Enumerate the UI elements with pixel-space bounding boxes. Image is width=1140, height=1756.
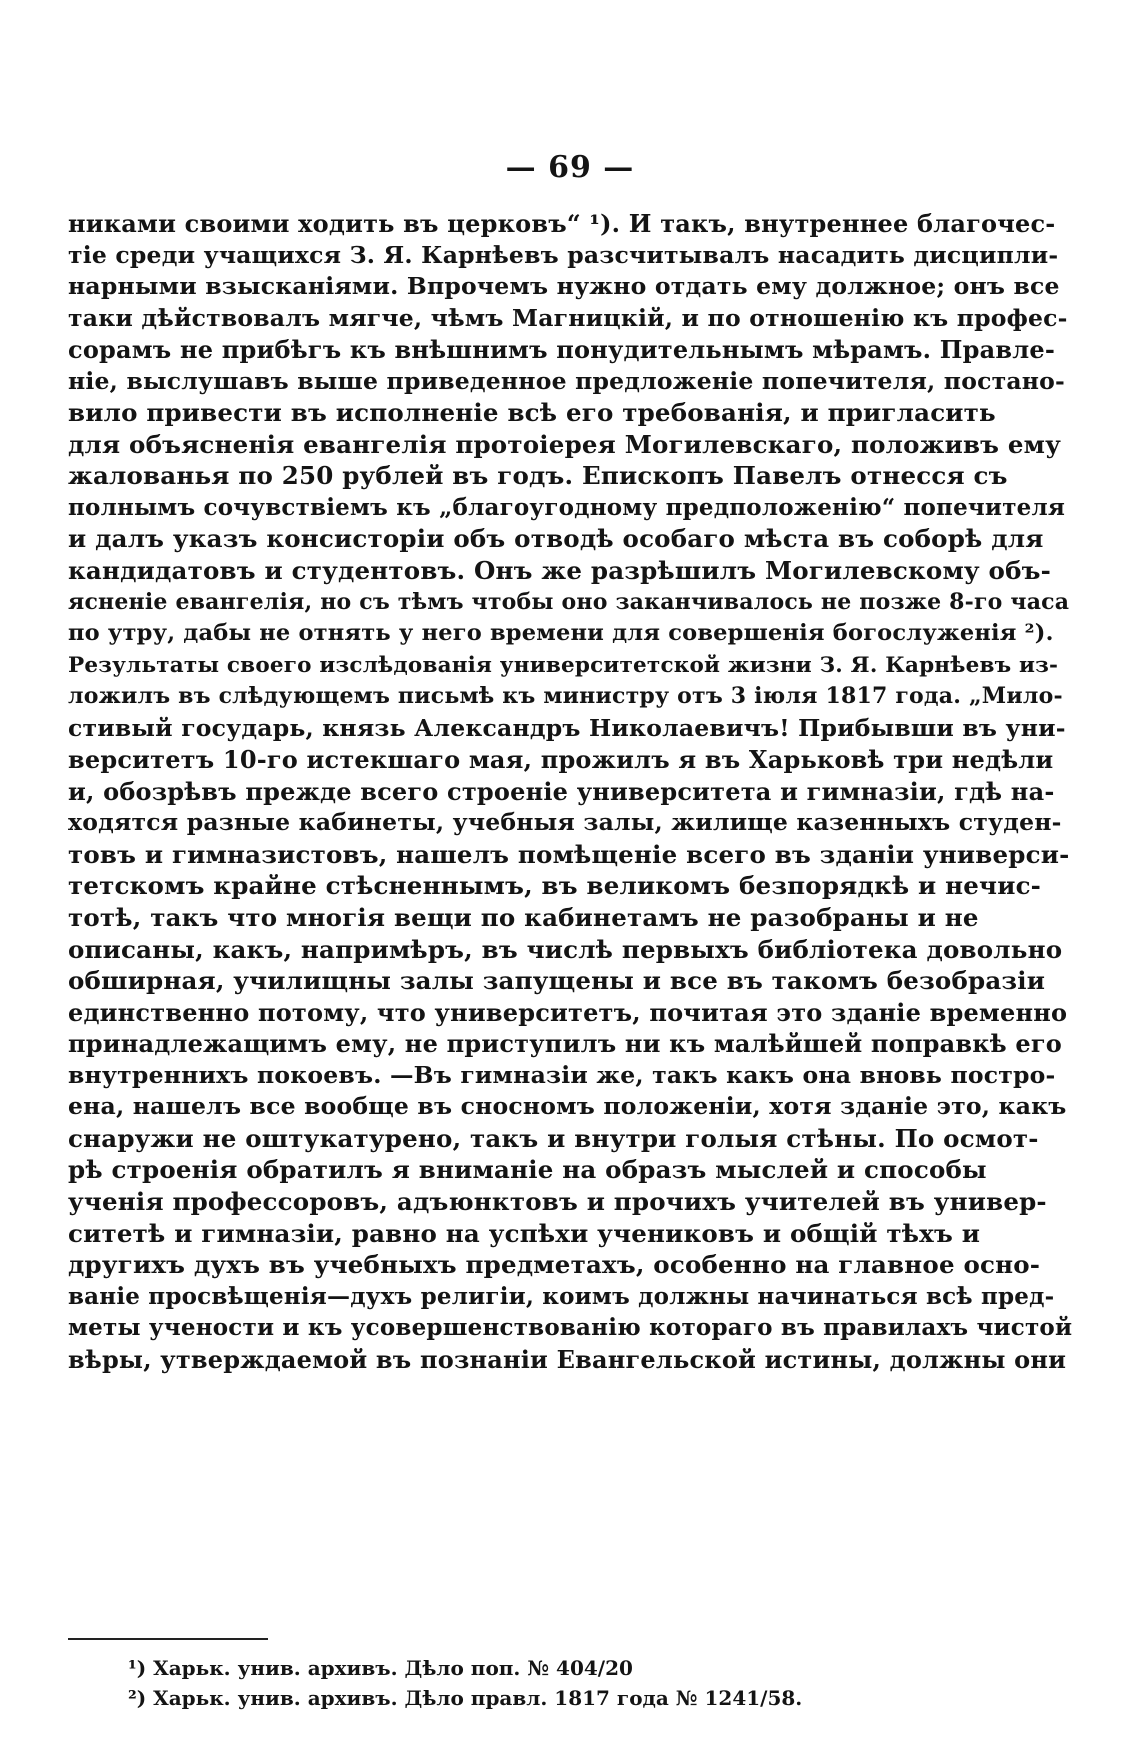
text-line: вѣры, утверждаемой въ познаніи Евангельской истины, должны они [68, 1344, 1067, 1374]
text-line: меты учености и къ усовершенствованію котораго въ правилахъ чистой [68, 1314, 1073, 1342]
text-line: снаружи не оштукатурено, такъ и внутри голыя стѣны. По осмот- [68, 1123, 1039, 1153]
text-line: вило привести въ исполненіе всѣ его требованія, и пригласить [68, 398, 996, 428]
text-line: таки дѣйствовалъ мягче, чѣмъ Магницкій, и по отношенію къ профес- [68, 303, 1068, 332]
text-line: и далъ указъ консисторіи объ отводѣ особаго мѣста въ соборѣ для [68, 524, 1044, 554]
text-line: жалованья по 250 рублей въ годъ. Епископъ Павелъ отнесся съ [68, 461, 1008, 491]
text-line: товъ и гимназистовъ, нашелъ помѣщеніе всего въ зданіи универси- [68, 839, 1070, 869]
footnotes [128, 1653, 802, 1713]
footnote-divider [68, 1638, 268, 1640]
footnote: ¹) Харьк. унив. архивъ. Дѣло поп. № 404/20 [128, 1656, 633, 1680]
text-line: верситетъ 10-го истекшаго мая, прожилъ я въ Харьковѣ три недѣли [68, 745, 1054, 775]
text-line: ученія профессоровъ, адъюнктовъ и прочихъ учителей въ универ- [68, 1186, 1047, 1216]
text-line: никами своими ходить въ церковъ“ ¹). И такъ, внутреннее благочес- [68, 209, 1056, 238]
text-line: и, обозрѣвъ прежде всего строеніе университета и гимназіи, гдѣ на- [68, 776, 1055, 806]
footnote: ²) Харьк. унив. архивъ. Дѣло правл. 1817 года № 1241/58. [128, 1686, 803, 1710]
text-line: ніе, выслушавъ выше приведенное предложеніе попечителя, постано- [68, 366, 1065, 395]
text-line: стивый государь, князь Александръ Николаевичъ! Прибывши въ уни- [68, 713, 1066, 742]
text-line: полнымъ сочувствіемъ къ „благоугодному предположенію“ попечителя [68, 493, 1066, 521]
text-line: рѣ строенія обратилъ я вниманіе на образъ мыслей и способы [68, 1155, 987, 1185]
text-line: сорамъ не прибѣгъ къ внѣшнимъ понудительнымъ мѣрамъ. Правле- [68, 335, 1055, 365]
text-line: принадлежащимъ ему, не приступилъ ни къ малѣйшей поправкѣ его [68, 1029, 1062, 1059]
text-line: тіе среди учащихся З. Я. Карнѣевъ разсчитывалъ насадить дисципли- [68, 240, 1059, 269]
text-line: обширная, училищны залы запущены и все въ такомъ безобразіи [68, 966, 1046, 996]
page-number: — 69 — [505, 150, 635, 185]
text-line: единственно потому, что университетъ, почитая это зданіе временно [68, 997, 1068, 1027]
text-line: ваніе просвѣщенія—духъ религіи, коимъ должны начинаться всѣ пред- [68, 1282, 1055, 1310]
text-line: кандидатовъ и студентовъ. Онъ же разрѣшилъ Могилевскому объ- [68, 556, 1051, 586]
text-line: внутреннихъ покоевъ. —Въ гимназіи же, такъ какъ она вновь постро- [68, 1060, 1056, 1089]
text-line: тетскомъ крайне стѣсненнымъ, въ великомъ безпорядкѣ и нечис- [68, 871, 1042, 901]
text-line: Результаты своего изслѣдованія университетской жизни З. Я. Карнѣевъ из- [68, 652, 1059, 678]
text-line: для объясненія евангелія протоіерея Могилевскаго, положивъ ему [68, 429, 1062, 459]
text-line: по утру, дабы не отнять у него времени для совершенія богослуженія ²). [68, 620, 1054, 647]
text-line: ясненіе евангелія, но съ тѣмъ чтобы оно заканчивалось не позже 8-го часа [68, 588, 1070, 615]
text-line: нарными взысканіями. Впрочемъ нужно отдать ему должное; онъ все [68, 272, 1060, 301]
text-line: тотѣ, такъ что многія вещи по кабинетамъ не разобраны и не [68, 903, 979, 933]
text-line: ложилъ въ слѣдующемъ письмѣ къ министру отъ 3 іюля 1817 года. „Мило- [68, 683, 1063, 710]
text-line: ситетѣ и гимназіи, равно на успѣхи учениковъ и общій тѣхъ и [68, 1218, 981, 1248]
body-text [68, 208, 1072, 1375]
text-line: другихъ духъ въ учебныхъ предметахъ, особенно на главное осно- [68, 1250, 1041, 1280]
text-line: ходятся разные кабинеты, учебныя залы, жилище казенныхъ студен- [68, 808, 1062, 837]
text-line: ена, нашелъ все вообще въ сносномъ положеніи, хотя зданіе это, какъ [68, 1092, 1067, 1121]
text-line: описаны, какъ, напримѣръ, въ числѣ первыхъ библіотека довольно [68, 934, 1063, 964]
